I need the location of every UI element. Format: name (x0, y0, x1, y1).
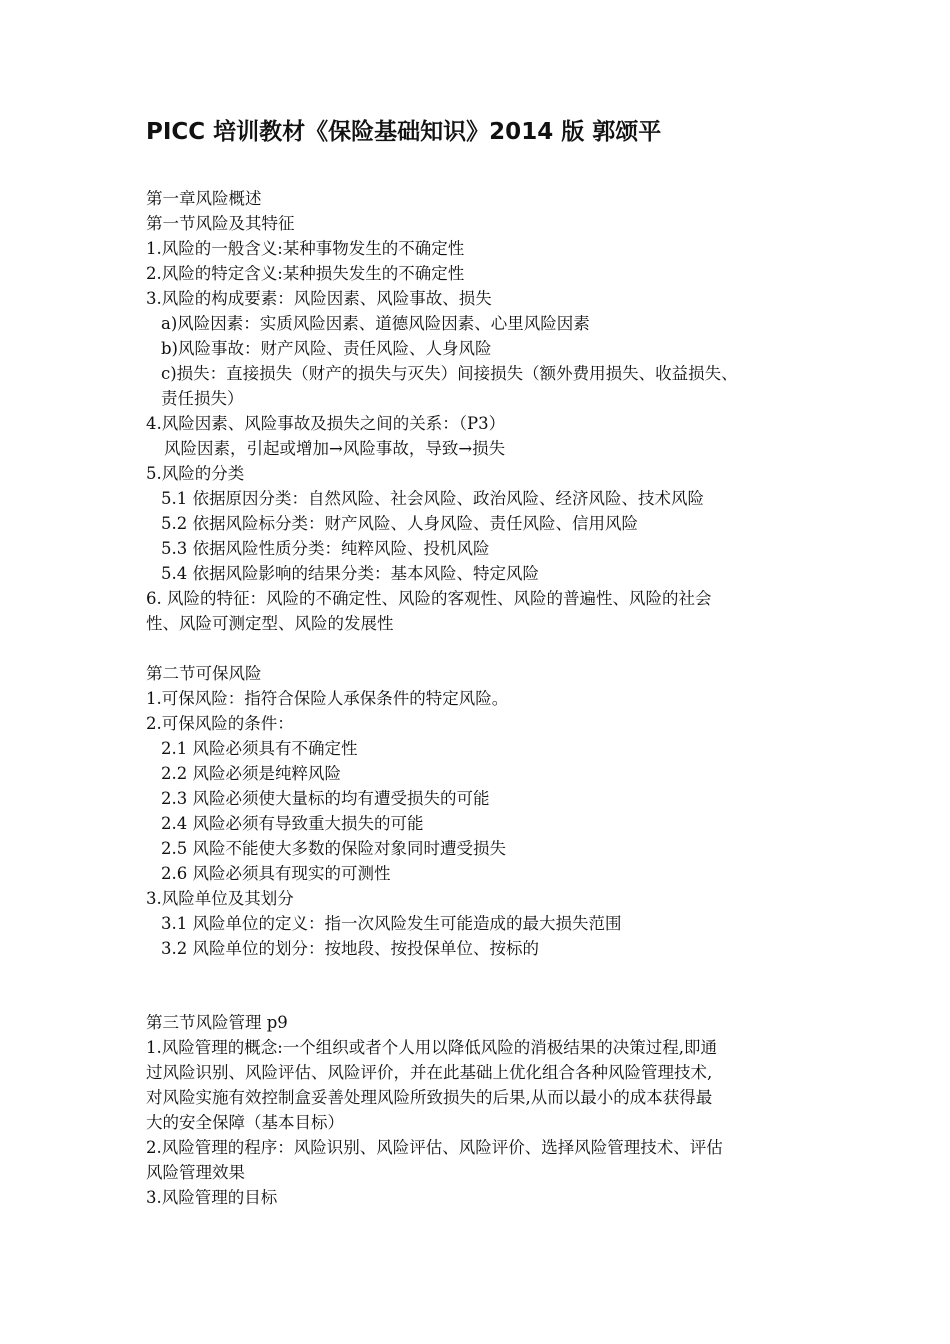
text-line: 5.3 依据风险性质分类：纯粹风险、投机风险 (161, 539, 490, 558)
text-line: 6. 风险的特征：风险的不确定性、风险的客观性、风险的普遍性、风险的社会 (146, 589, 712, 608)
text-line: 大的安全保障（基本目标） (146, 1113, 344, 1132)
text-line: b)风险事故：财产风险、责任风险、人身风险 (161, 339, 492, 358)
text-line: c)损失：直接损失（财产的损失与灭失）间接损失（额外费用损失、收益损失、 (161, 364, 738, 383)
text-line: 对风险实施有效控制盒妥善处理风险所致损失的后果,从而以最小的成本获得最 (146, 1088, 713, 1107)
text-line: 2.4 风险必须有导致重大损失的可能 (161, 814, 424, 833)
text-line: 2.2 风险必须是纯粹风险 (161, 764, 341, 783)
text-line: 1.风险的一般含义:某种事物发生的不确定性 (146, 239, 465, 258)
chapter-heading: 第一章风险概述 (146, 189, 262, 208)
spacer (146, 961, 810, 1010)
text-line: 3.风险的构成要素：风险因素、风险事故、损失 (146, 289, 492, 308)
text-line: 3.1 风险单位的定义：指一次风险发生可能造成的最大损失范围 (161, 914, 622, 933)
section-heading: 第二节可保风险 (146, 664, 262, 683)
text-line: 5.风险的分类 (146, 464, 245, 483)
text-line: 2.可保风险的条件： (146, 714, 294, 733)
text-line: 1.风险管理的概念:一个组织或者个人用以降低风险的消极结果的决策过程,即通 (146, 1038, 718, 1057)
text-line: 责任损失） (161, 389, 244, 408)
text-line: 4.风险因素、风险事故及损失之间的关系：（P3） (146, 414, 506, 433)
text-line: 风险管理效果 (146, 1163, 245, 1182)
section-heading: 第三节风险管理 p9 (146, 1013, 288, 1032)
text-line: 2.5 风险不能使大多数的保险对象同时遭受损失 (161, 839, 506, 858)
section-heading: 第一节风险及其特征 (146, 214, 295, 233)
text-line: 过风险识别、风险评估、风险评价，并在此基础上优化组合各种风险管理技术, (146, 1063, 713, 1082)
document-body (146, 186, 810, 1210)
text-line: 风险因素，引起或增加→风险事故，导致→损失 (164, 439, 506, 458)
text-line: 3.2 风险单位的划分：按地段、按投保单位、按标的 (161, 939, 539, 958)
text-line: 3.风险管理的目标 (146, 1188, 278, 1207)
spacer (146, 636, 810, 661)
text-line: 1.可保风险：指符合保险人承保条件的特定风险。 (146, 689, 509, 708)
text-line: 3.风险单位及其划分 (146, 889, 294, 908)
text-line: 2.3 风险必须使大量标的均有遭受损失的可能 (161, 789, 490, 808)
text-line: a)风险因素：实质风险因素、道德风险因素、心里风险因素 (161, 314, 590, 333)
text-line: 2.风险管理的程序：风险识别、风险评估、风险评价、选择风险管理技术、评估 (146, 1138, 723, 1157)
text-line: 2.1 风险必须具有不确定性 (161, 739, 358, 758)
document-title: PICC 培训教材《保险基础知识》2014 版 郭颂平 (146, 119, 662, 145)
text-line: 5.1 依据原因分类：自然风险、社会风险、政治风险、经济风险、技术风险 (161, 489, 704, 508)
text-line: 性、风险可测定型、风险的发展性 (146, 614, 394, 633)
text-line: 5.2 依据风险标分类：财产风险、人身风险、责任风险、信用风险 (161, 514, 638, 533)
text-line: 2.6 风险必须具有现实的可测性 (161, 864, 391, 883)
text-line: 2.风险的特定含义:某种损失发生的不确定性 (146, 264, 465, 283)
text-line: 5.4 依据风险影响的结果分类：基本风险、特定风险 (161, 564, 539, 583)
